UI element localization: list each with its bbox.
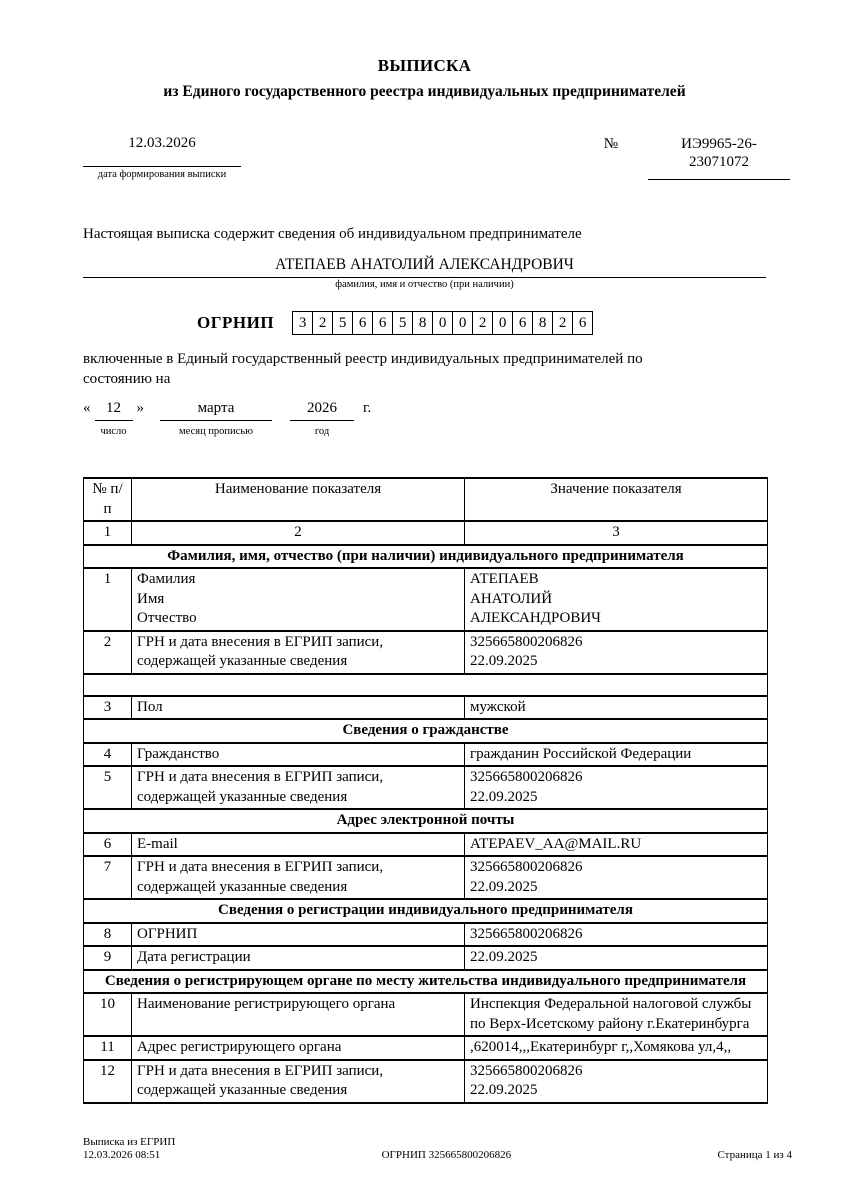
ogrnip-digit-box: 0: [492, 311, 513, 335]
ogrnip-row: [197, 311, 766, 335]
indicator-name: Адрес регистрирующего органа: [132, 1036, 465, 1060]
column-numbering-row: [84, 521, 768, 545]
ogrnip-digit-box: 8: [412, 311, 433, 335]
ogrnip-digit-boxes: [292, 311, 593, 335]
section-header: Сведения о гражданстве: [84, 719, 768, 743]
table-row: [84, 833, 768, 857]
extract-date: 12.03.2026: [83, 135, 241, 167]
table-row: [84, 631, 768, 674]
indicator-name: Пол: [132, 696, 465, 720]
table-row: [84, 1060, 768, 1103]
section-header: Сведения о регистрации индивидуального предпринимателя: [84, 899, 768, 923]
row-number: 5: [84, 766, 132, 809]
indicator-value: 325665800206826 22.09.2025: [465, 766, 768, 809]
page-footer: [83, 1136, 792, 1162]
year-value: 2026: [290, 399, 354, 421]
section-row: [84, 809, 768, 833]
row-number: 3: [84, 696, 132, 720]
table-row: [84, 993, 768, 1036]
row-number: 6: [84, 833, 132, 857]
close-quote: »: [136, 400, 144, 416]
empty-row: [84, 674, 768, 696]
indicator-value: 325665800206826: [465, 923, 768, 947]
section-row: [84, 970, 768, 994]
ogrnip-digit-box: 8: [532, 311, 553, 335]
ogrnip-digit-box: 0: [432, 311, 453, 335]
footer-doc-info: Выписка из ЕГРИП 12.03.2026 08:51: [83, 1136, 176, 1161]
footer-page-number: Страница 1 из 4: [717, 1149, 792, 1161]
indicator-name: Наименование регистрирующего органа: [132, 993, 465, 1036]
day-field: [95, 399, 133, 439]
col-number-1: 1: [84, 521, 132, 545]
col-number-3: 3: [465, 521, 768, 545]
ogrnip-digit-box: 5: [332, 311, 353, 335]
indicator-name: Фамилия Имя Отчество: [132, 568, 465, 631]
document-number: ИЭ9965-26- 23071072: [648, 135, 790, 180]
row-number: 8: [84, 923, 132, 947]
section-row: [84, 719, 768, 743]
ogrnip-digit-box: 3: [292, 311, 313, 335]
footer-ogrnip: ОГРНИП 325665800206826: [381, 1149, 512, 1161]
year-field: [290, 399, 354, 439]
meta-row: [83, 135, 766, 180]
indicator-name: ГРН и дата внесения в ЕГРИП записи, содержащей указанные сведения: [132, 856, 465, 899]
indicator-name: E-mail: [132, 833, 465, 857]
indicator-value: ,620014,,,Екатеринбург г,,Хомякова ул,4,,: [465, 1036, 768, 1060]
ogrnip-digit-box: 6: [352, 311, 373, 335]
section-header: Фамилия, имя, отчество (при наличии) индивидуального предпринимателя: [84, 545, 768, 569]
month-value: марта: [160, 399, 272, 421]
indicator-name: ОГРНИП: [132, 923, 465, 947]
ogrnip-digit-box: 6: [512, 311, 533, 335]
indicators-table: [83, 477, 768, 1104]
col-number-2: 2: [132, 521, 465, 545]
table-row: [84, 743, 768, 767]
intro-statement: Настоящая выписка содержит сведения об индивидуальном предпринимателе: [83, 226, 582, 242]
empty-cell: [84, 674, 768, 696]
indicator-value: ATEPAEV_AA@MAIL.RU: [465, 833, 768, 857]
indicator-name: ГРН и дата внесения в ЕГРИП записи, содержащей указанные сведения: [132, 631, 465, 674]
header-name: Наименование показателя: [132, 478, 465, 521]
table-row: [84, 696, 768, 720]
section-row: [84, 545, 768, 569]
row-number: 7: [84, 856, 132, 899]
month-field: [160, 399, 272, 439]
ogrnip-digit-box: 6: [372, 311, 393, 335]
row-number: 1: [84, 568, 132, 631]
entrepreneur-name: АТЕПАЕВ АНАТОЛИЙ АЛЕКСАНДРОВИЧ: [83, 256, 766, 278]
indicator-value: АТЕПАЕВ АНАТОЛИЙ АЛЕКСАНДРОВИЧ: [465, 568, 768, 631]
indicator-value: 22.09.2025: [465, 946, 768, 970]
ogrnip-digit-box: 2: [472, 311, 493, 335]
month-caption: месяц прописью: [179, 426, 253, 437]
document-number-block: [604, 135, 790, 180]
included-statement: включенные в Единый государственный реестр индивидуальных предпринимателей по состоянию на: [83, 351, 643, 387]
section-row: [84, 899, 768, 923]
ogrnip-digit-box: 0: [452, 311, 473, 335]
indicator-value: мужской: [465, 696, 768, 720]
as-of-date-fields: [83, 399, 766, 439]
extract-date-caption: дата формирования выписки: [97, 169, 227, 180]
number-sign: №: [603, 136, 618, 152]
year-caption: год: [314, 426, 330, 437]
indicator-value: 325665800206826 22.09.2025: [465, 631, 768, 674]
ogrnip-digit-box: 2: [552, 311, 573, 335]
table-row: [84, 1036, 768, 1060]
table-row: [84, 568, 768, 631]
row-number: 11: [84, 1036, 132, 1060]
table-header-row: [84, 478, 768, 521]
table-row: [84, 923, 768, 947]
indicator-value: 325665800206826 22.09.2025: [465, 856, 768, 899]
year-suffix: г.: [363, 400, 372, 416]
indicator-name: Гражданство: [132, 743, 465, 767]
indicator-name: ГРН и дата внесения в ЕГРИП записи, содержащей указанные сведения: [132, 1060, 465, 1103]
section-header: Сведения о регистрирующем органе по месту жительства индивидуального предпринимателя: [84, 970, 768, 994]
row-number: 4: [84, 743, 132, 767]
extract-date-block: [83, 135, 241, 180]
indicator-value: гражданин Российской Федерации: [465, 743, 768, 767]
header-num: № п/п: [84, 478, 132, 521]
ogrnip-digit-box: 6: [572, 311, 593, 335]
header-value: Значение показателя: [465, 478, 768, 521]
indicator-value: Инспекция Федеральной налоговой службы по Верх-Исетскому району г.Екатеринбурга: [465, 993, 768, 1036]
day-caption: число: [100, 426, 127, 437]
ogrnip-digit-box: 5: [392, 311, 413, 335]
row-number: 12: [84, 1060, 132, 1103]
table-row: [84, 766, 768, 809]
entrepreneur-name-caption: фамилия, имя и отчество (при наличии): [335, 279, 514, 290]
ogrnip-digit-box: 2: [312, 311, 333, 335]
document-subtitle: из Единого государственного реестра индивидуальных предпринимателей: [163, 83, 686, 100]
indicator-value: 325665800206826 22.09.2025: [465, 1060, 768, 1103]
row-number: 9: [84, 946, 132, 970]
table-row: [84, 856, 768, 899]
indicator-name: Дата регистрации: [132, 946, 465, 970]
row-number: 2: [84, 631, 132, 674]
row-number: 10: [84, 993, 132, 1036]
day-value: 12: [95, 399, 133, 421]
open-quote: «: [83, 400, 91, 416]
document-title: ВЫПИСКА: [377, 56, 472, 75]
indicator-name: ГРН и дата внесения в ЕГРИП записи, содержащей указанные сведения: [132, 766, 465, 809]
ogrnip-label: ОГРНИП: [197, 313, 275, 332]
section-header: Адрес электронной почты: [84, 809, 768, 833]
table-row: [84, 946, 768, 970]
